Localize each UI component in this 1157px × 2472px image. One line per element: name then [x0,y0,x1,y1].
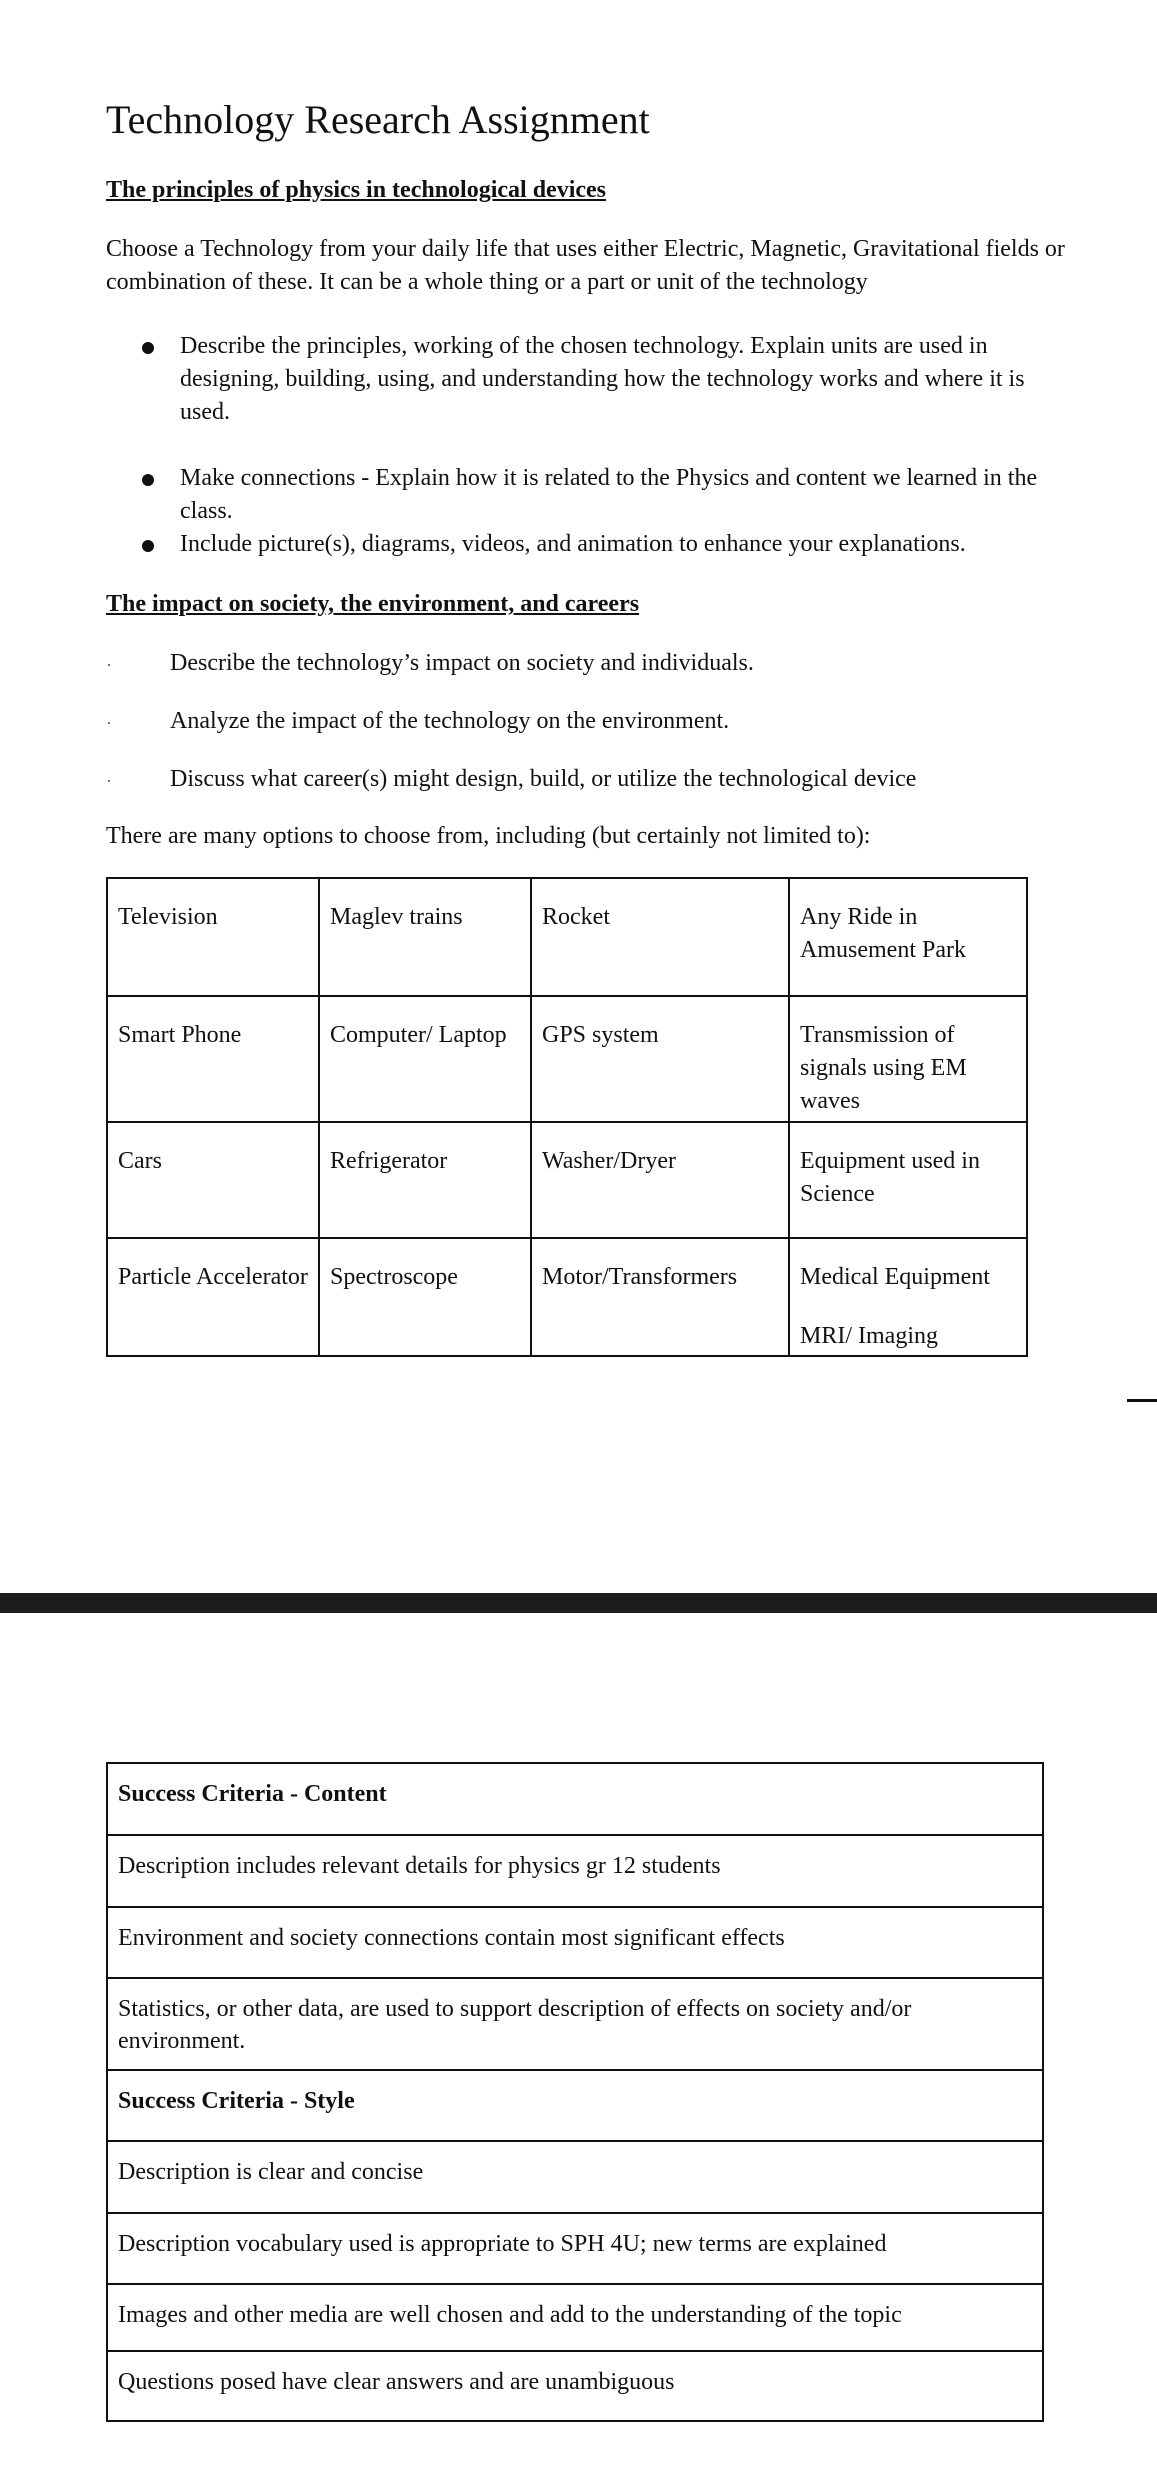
table-row [107,1978,1043,2070]
page-divider [0,1593,1157,1613]
edge-line [1127,1399,1157,1402]
table-row [107,878,1027,996]
section-heading-impact: The impact on society, the environment, and careers [106,591,640,617]
table-cell: Computer/ Laptop [319,996,531,1122]
table-row [107,2070,1043,2141]
table-cell: Medical Equipment MRI/ Imaging [789,1238,1027,1356]
table-row [107,2213,1043,2284]
mri-imaging-text: MRI/ Imaging [800,1323,938,1349]
criteria-item: Questions posed have clear answers and are unambiguous [107,2351,1043,2421]
options-table [106,877,1028,1357]
criteria-item: Images and other media are well chosen and add to the understanding of the topic [107,2284,1043,2351]
table-cell: Washer/Dryer [531,1122,789,1238]
table-cell: Smart Phone [107,996,319,1122]
table-cell: Rocket [531,878,789,996]
table-cell: Television [107,878,319,996]
bullet-dot [142,540,154,552]
table-cell: Refrigerator [319,1122,531,1238]
table-cell: GPS system [531,996,789,1122]
criteria-item: Description vocabulary used is appropriate to SPH 4U; new terms are explained [107,2213,1043,2284]
table-cell: Any Ride in Amusement Park [789,878,1027,996]
criteria-item: Description is clear and concise [107,2141,1043,2213]
options-intro: There are many options to choose from, including (but certainly not limited to): [106,823,871,849]
table-cell: Transmission of signals using EM waves [789,996,1027,1122]
table-row [107,1238,1027,1356]
criteria-heading-style: Success Criteria - Style [107,2070,1043,2141]
impact-item: Analyze the impact of the technology on the environment. [170,708,730,734]
table-cell: Equipment used in Science [789,1122,1027,1238]
bullet-item: Include picture(s), diagrams, videos, and animation to enhance your explanations. [180,531,966,557]
bullet-dot [142,342,154,354]
bullet-dot [108,780,110,782]
impact-item: Describe the technology’s impact on society and individuals. [170,650,754,676]
bullet-item: Make connections - Explain how it is related to the Physics and content we learned in the class. [180,465,1038,524]
table-row [107,996,1027,1122]
page-title: Technology Research Assignment [106,97,650,142]
intro-paragraph: Choose a Technology from your daily life that uses either Electric, Magnetic, Gravitational fields or combination of these. It can be a whole thing or a part or unit of the technology [106,236,1065,295]
section-heading-physics: The principles of physics in technological devices [106,177,607,203]
criteria-heading-content: Success Criteria - Content [107,1763,1043,1835]
table-row [107,1763,1043,1835]
bullet-dot [108,722,110,724]
table-row [107,1835,1043,1907]
bullet-dot [142,474,154,486]
table-cell: Motor/Transformers [531,1238,789,1356]
impact-item: Discuss what career(s) might design, build, or utilize the technological device [170,766,917,792]
table-row [107,2141,1043,2213]
table-cell: Maglev trains [319,878,531,996]
table-cell: Spectroscope [319,1238,531,1356]
table-row [107,2351,1043,2421]
criteria-item: Environment and society connections contain most significant effects [107,1907,1043,1978]
table-row [107,2284,1043,2351]
bullet-item: Describe the principles, working of the chosen technology. Explain units are used in designing, building, using, and understanding how the technology works and where it is used. [180,333,1025,425]
criteria-item: Statistics, or other data, are used to support description of effects on society and/or environment. [107,1978,1043,2070]
table-cell: Particle Accelerator [107,1238,319,1356]
bullet-dot [108,664,110,666]
table-row [107,1122,1027,1238]
success-criteria-table [106,1762,1044,2422]
criteria-item: Description includes relevant details for physics gr 12 students [107,1835,1043,1907]
table-cell: Cars [107,1122,319,1238]
table-row [107,1907,1043,1978]
